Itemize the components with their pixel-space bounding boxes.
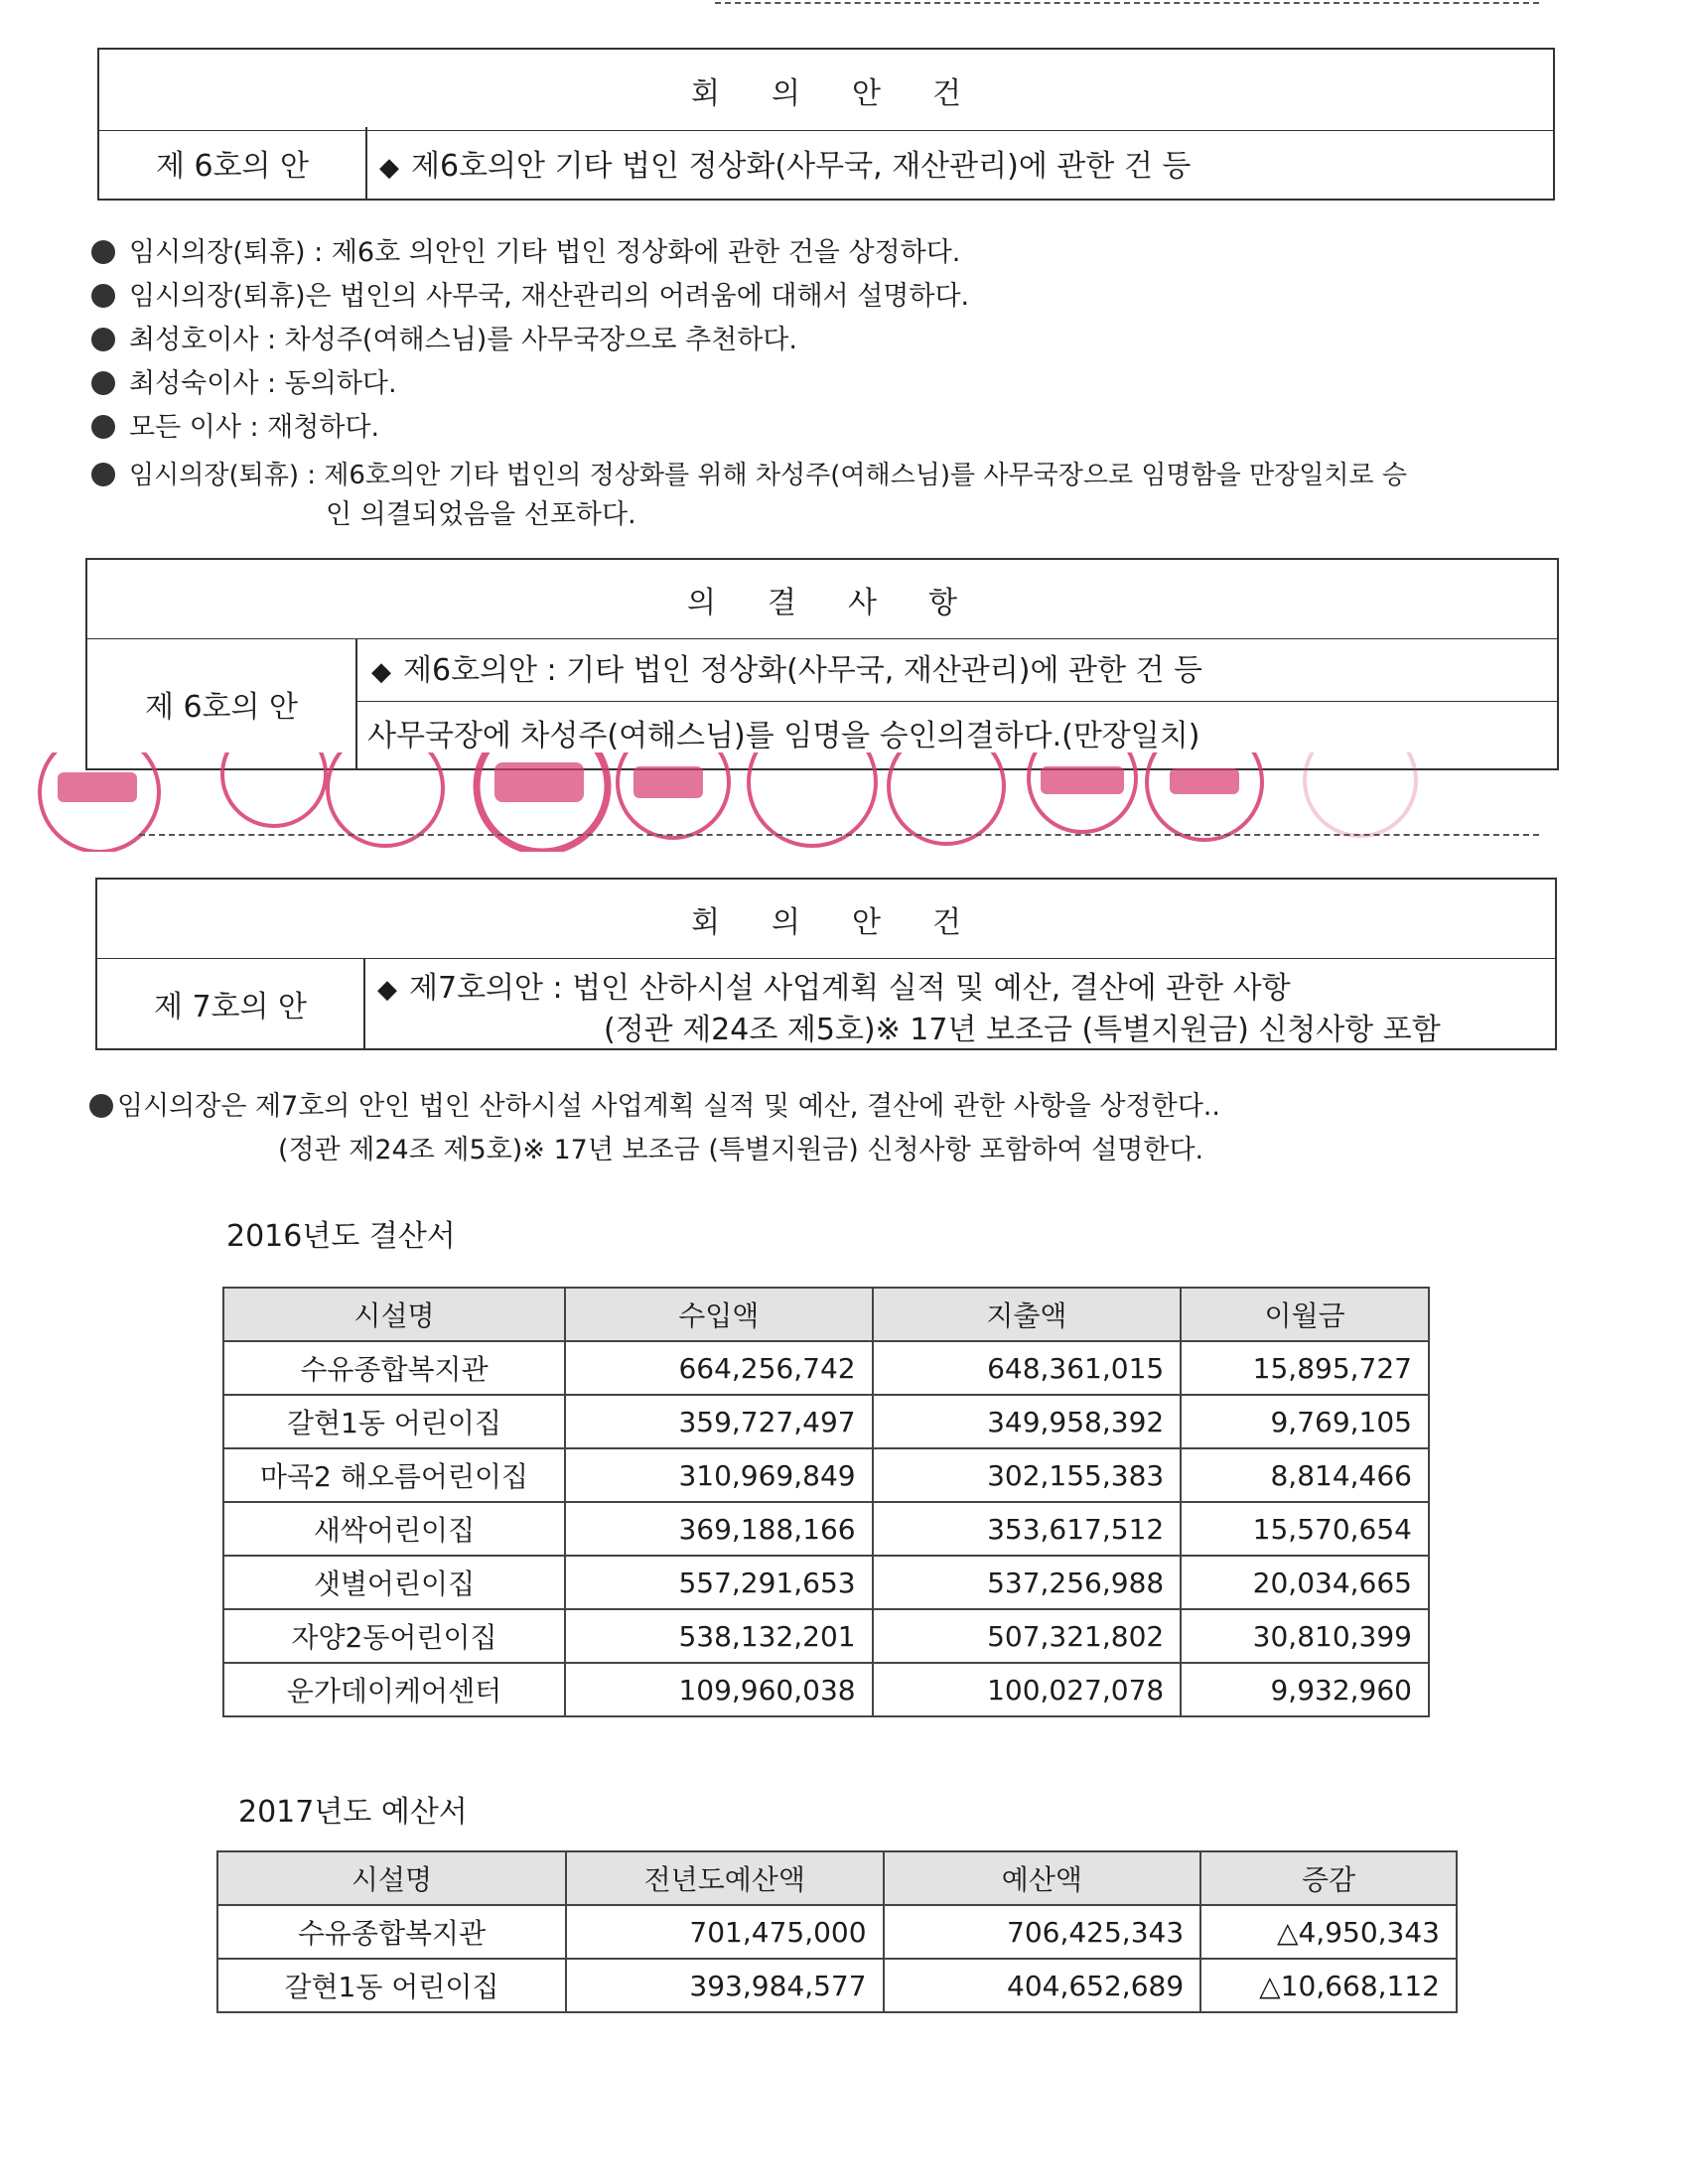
- prev-budget-cell: 701,475,000: [566, 1905, 884, 1959]
- table-row: [223, 1448, 1429, 1502]
- bullet-item: 최성호이사 : 차성주(여해스님)를 사무국장으로 추천하다.: [91, 318, 797, 356]
- income-cell: 538,132,201: [565, 1609, 873, 1663]
- facility-name: 마곡2 해오름어린이집: [223, 1448, 565, 1502]
- middle-dashed-rule: [139, 834, 1539, 836]
- seal-stamp-icon: [328, 752, 443, 846]
- table-header-row: [223, 1288, 1429, 1341]
- table-row: [223, 1395, 1429, 1448]
- resolution6-header: 의결사항: [87, 560, 1557, 639]
- agenda7-line1-row: [377, 963, 1291, 1007]
- bullet-item: 임시의장은 제7호의 안인 법인 산하시설 사업계획 실적 및 예산, 결산에 관한 사항을 상정한다..: [89, 1084, 1220, 1123]
- column-header: 증감: [1200, 1851, 1457, 1905]
- bullet-dot-icon: [91, 328, 115, 351]
- column-header: 시설명: [223, 1288, 565, 1341]
- agenda7-box: [95, 878, 1557, 1050]
- settlement2016-table: [222, 1287, 1430, 1717]
- table-row: [223, 1502, 1429, 1556]
- expense-cell: 302,155,383: [873, 1448, 1182, 1502]
- agenda6-content-row: [379, 141, 1191, 185]
- budget2017-title: 2017년도 예산서: [238, 1795, 468, 1830]
- bullet-dot-icon: [91, 463, 115, 486]
- seal-stamp-icon: [1305, 752, 1416, 836]
- table-row: [223, 1663, 1429, 1716]
- expense-cell: 507,321,802: [873, 1609, 1182, 1663]
- income-cell: 664,256,742: [565, 1341, 873, 1395]
- seal-stamps: [18, 752, 1438, 852]
- seal-stamp-icon: [1147, 752, 1262, 840]
- agenda7-line1: 제7호의안 : 법인 산하시설 사업계획 실적 및 예산, 결산에 관한 사항: [409, 971, 1291, 1006]
- column-header: 예산액: [884, 1851, 1201, 1905]
- bullet-dot-icon: [91, 284, 115, 308]
- income-cell: 310,969,849: [565, 1448, 873, 1502]
- facility-name: 수유종합복지관: [223, 1341, 565, 1395]
- budget-cell: 706,425,343: [884, 1905, 1201, 1959]
- expense-cell: 100,027,078: [873, 1663, 1182, 1716]
- agenda6-content: 제6호의안 기타 법인 정상화(사무국, 재산관리)에 관한 건 등: [411, 149, 1192, 184]
- column-header: 시설명: [217, 1851, 566, 1905]
- change-cell: △10,668,112: [1200, 1959, 1457, 2012]
- agenda6-header: 회의안건: [99, 50, 1553, 131]
- carryover-cell: 20,034,665: [1181, 1556, 1429, 1609]
- resolution6-divider: [357, 701, 1557, 702]
- column-header: 이월금: [1181, 1288, 1429, 1341]
- prev-budget-cell: 393,984,577: [566, 1959, 884, 2012]
- carryover-cell: 30,810,399: [1181, 1609, 1429, 1663]
- income-cell: 109,960,038: [565, 1663, 873, 1716]
- agenda7-line2: (정관 제24조 제5호)※ 17년 보조금 (특별지원금) 신청사항 포함: [604, 1013, 1441, 1047]
- table-row: [223, 1556, 1429, 1609]
- top-dashed-rule: [715, 2, 1539, 4]
- resolution6-line1: 제6호의안 : 기타 법인 정상화(사무국, 재산관리)에 관한 건 등: [403, 653, 1202, 688]
- diamond-icon: ◆: [377, 975, 397, 1005]
- column-header: 수입액: [565, 1288, 873, 1341]
- resolution6-line1-row: [371, 645, 1202, 689]
- facility-name: 자양2동어린이집: [223, 1609, 565, 1663]
- bullet-dot-icon: [91, 371, 115, 395]
- bullet-item: 임시의장(퇴휴)은 법인의 사무국, 재산관리의 어려움에 대해서 설명하다.: [91, 274, 969, 313]
- agenda7-label: 제 7호의 안: [97, 959, 365, 1048]
- agenda6-box: [97, 48, 1555, 201]
- bullet-continuation: 인 의결되었음을 선포하다.: [326, 499, 636, 530]
- seal-stamp-icon: [749, 752, 876, 846]
- diamond-icon: ◆: [379, 153, 399, 183]
- facility-name: 수유종합복지관: [217, 1905, 566, 1959]
- bullet-continuation: (정관 제24조 제5호)※ 17년 보조금 (특별지원금) 신청사항 포함하여 설명한다.: [278, 1135, 1204, 1165]
- table-row: [217, 1905, 1457, 1959]
- table-row: [223, 1609, 1429, 1663]
- income-cell: 359,727,497: [565, 1395, 873, 1448]
- agenda6-label: 제 6호의 안: [99, 127, 367, 199]
- agenda7-header: 회의안건: [97, 880, 1555, 959]
- facility-name: 새싹어린이집: [223, 1502, 565, 1556]
- expense-cell: 648,361,015: [873, 1341, 1182, 1395]
- seal-stamp-icon: [889, 752, 1004, 844]
- bullet-item: 임시의장(퇴휴) : 제6호 의안인 기타 법인 정상화에 관한 건을 상정하다.: [91, 230, 960, 269]
- income-cell: 557,291,653: [565, 1556, 873, 1609]
- column-header: 전년도예산액: [566, 1851, 884, 1905]
- facility-name: 갈현1동 어린이집: [217, 1959, 566, 2012]
- budget2017-table: [216, 1850, 1458, 2013]
- table-header-row: [217, 1851, 1457, 1905]
- settlement2016-title: 2016년도 결산서: [226, 1219, 456, 1254]
- expense-cell: 353,617,512: [873, 1502, 1182, 1556]
- budget-cell: 404,652,689: [884, 1959, 1201, 2012]
- facility-name: 운가데이케어센터: [223, 1663, 565, 1716]
- resolution6-box: [85, 558, 1559, 770]
- bullet-item: 임시의장(퇴휴) : 제6호의안 기타 법인의 정상화를 위해 차성주(여해스님)를 사무국장으로 임명함을 만장일치로 승: [91, 455, 1407, 491]
- expense-cell: 349,958,392: [873, 1395, 1182, 1448]
- expense-cell: 537,256,988: [873, 1556, 1182, 1609]
- carryover-cell: 8,814,466: [1181, 1448, 1429, 1502]
- carryover-cell: 9,769,105: [1181, 1395, 1429, 1448]
- table-row: [217, 1959, 1457, 2012]
- bullet-dot-icon: [91, 415, 115, 439]
- income-cell: 369,188,166: [565, 1502, 873, 1556]
- seal-stamp-icon: [222, 752, 326, 826]
- facility-name: 샛별어린이집: [223, 1556, 565, 1609]
- table-row: [223, 1341, 1429, 1395]
- resolution6-line2: 사무국장에 차성주(여해스님)를 임명을 승인의결하다.(만장일치): [367, 719, 1200, 753]
- carryover-cell: 9,932,960: [1181, 1663, 1429, 1716]
- resolution6-label: 제 6호의 안: [87, 639, 357, 768]
- facility-name: 갈현1동 어린이집: [223, 1395, 565, 1448]
- bullet-dot-icon: [89, 1094, 113, 1118]
- diamond-icon: ◆: [371, 657, 391, 687]
- bullet-item: 모든 이사 : 재청하다.: [91, 405, 379, 444]
- column-header: 지출액: [873, 1288, 1182, 1341]
- bullet-item: 최성숙이사 : 동의하다.: [91, 361, 397, 400]
- carryover-cell: 15,570,654: [1181, 1502, 1429, 1556]
- bullet-dot-icon: [91, 240, 115, 264]
- carryover-cell: 15,895,727: [1181, 1341, 1429, 1395]
- change-cell: △4,950,343: [1200, 1905, 1457, 1959]
